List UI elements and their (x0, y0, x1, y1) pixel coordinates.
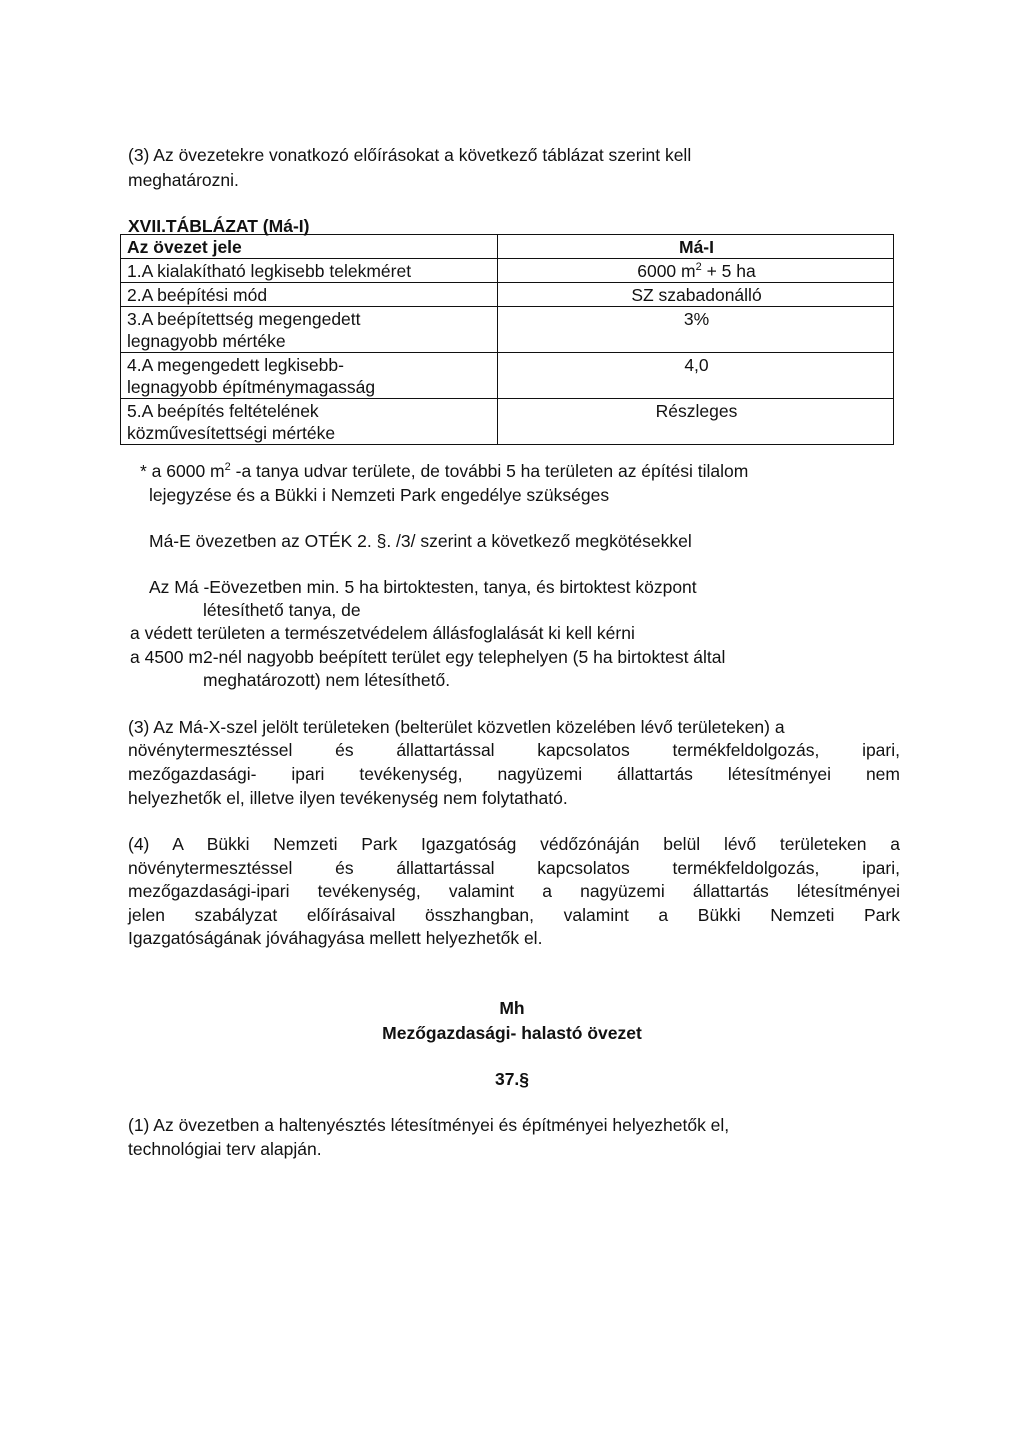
row-1-value-sup: 2 (695, 261, 702, 274)
para3-line-1: (3) Az Má-X-szel jelölt területeken (belterület közvetlen közelében lévő területeken) a (128, 717, 785, 737)
para3-line-4: helyezhetők el, illetve ilyen tevékenység nem folytatható. (128, 788, 568, 808)
row-4-value: 4,0 (498, 353, 894, 399)
row-3-label-line-2: legnagyobb mértéke (127, 331, 286, 351)
para3-line-3: mezőgazdasági- ipari tevékenység, nagyüzemi állattartás létesítményei nem (128, 764, 900, 784)
footnote-line-1 (140, 459, 748, 483)
row-1-value-main: 6000 m (637, 261, 696, 281)
section-code: Mh (499, 998, 525, 1018)
mae-line: Má-E övezetben az OTÉK 2. §. /3/ szerint a következő megkötésekkel (149, 531, 692, 551)
section-title: Mezőgazdasági- halastó övezet (382, 1023, 642, 1043)
row-1-value (498, 259, 894, 283)
row-1-label: 1.A kialakítható legkisebb telekméret (121, 259, 498, 283)
table-row (121, 399, 894, 445)
table-row (121, 353, 894, 399)
row-4-label-line-1: 4.A megengedett legkisebb- (127, 355, 344, 375)
row-3-label-line-1: 3.A beépítettség megengedett (127, 309, 361, 329)
table-title: XVII.TÁBLÁZAT (Má-I) (128, 216, 310, 236)
table-row (121, 283, 894, 307)
para4-line-1: (4) A Bükki Nemzeti Park Igazgatóság védőzónáján belül lévő területeken a (128, 834, 900, 854)
row-2-label: 2.A beépítési mód (121, 283, 498, 307)
mae-block-line-4: a 4500 m2-nél nagyobb beépített terület egy telephelyen (5 ha birtoktest által (130, 647, 726, 667)
table-header-row (121, 235, 894, 259)
table-header-label: Az övezet jele (121, 235, 498, 259)
footnote-sup: 2 (224, 461, 231, 474)
zone-table (120, 234, 894, 445)
table-row (121, 259, 894, 283)
row-2-value: SZ szabadonálló (498, 283, 894, 307)
table-header-value: Má-I (498, 235, 894, 259)
mae-block-line-5: meghatározott) nem létesíthető. (203, 670, 451, 690)
row-3-label (121, 307, 498, 353)
intro-line-2: meghatározni. (128, 170, 239, 190)
section-number: 37.§ (494, 1069, 530, 1089)
footnote-part-1: * a 6000 m (140, 461, 225, 481)
para4-line-3: mezőgazdasági-ipari tevékenység, valamint a nagyüzemi állattartás létesítményei (128, 881, 900, 901)
row-3-value: 3% (498, 307, 894, 353)
table-row (121, 307, 894, 353)
para4-line-2: növénytermesztéssel és állattartással kapcsolatos termékfeldolgozás, ipari, (128, 858, 900, 878)
row-5-label-line-2: közművesítettségi mértéke (127, 423, 336, 443)
para3-line-2: növénytermesztéssel és állattartással kapcsolatos termékfeldolgozás, ipari, (128, 740, 900, 760)
mae-block-line-2: létesíthető tanya, de (203, 600, 361, 620)
para4-line-5: Igazgatóságának jóváhagyása mellett helyezhetők el. (128, 928, 543, 948)
row-5-value: Részleges (498, 399, 894, 445)
intro-line-1: (3) Az övezetekre vonatkozó előírásokat a következő táblázat szerint kell (128, 145, 692, 165)
mae-block-line-1: Az Má -Eövezetben min. 5 ha birtoktesten, tanya, és birtoktest központ (149, 577, 697, 597)
row-4-label (121, 353, 498, 399)
row-5-label-line-1: 5.A beépítés feltételének (127, 401, 319, 421)
row-5-label (121, 399, 498, 445)
para4-line-4: jelen szabályzat előírásaival összhangban, valamint a Bükki Nemzeti Park (128, 905, 900, 925)
footnote-part-2: -a tanya udvar területe, de további 5 ha területen az építési tilalom (230, 461, 749, 481)
row-4-label-line-2: legnagyobb építménymagasság (127, 377, 376, 397)
para1-line-1: (1) Az övezetben a haltenyésztés létesítményei és építményei helyezhetők el, (128, 1115, 730, 1135)
mae-block-line-3: a védett területen a természetvédelem állásfoglalását ki kell kérni (130, 623, 635, 643)
row-1-value-rest: + 5 ha (701, 261, 756, 281)
para1-line-2: technológiai terv alapján. (128, 1139, 322, 1159)
footnote-line-2: lejegyzése és a Bükki i Nemzeti Park engedélye szükséges (149, 485, 610, 505)
